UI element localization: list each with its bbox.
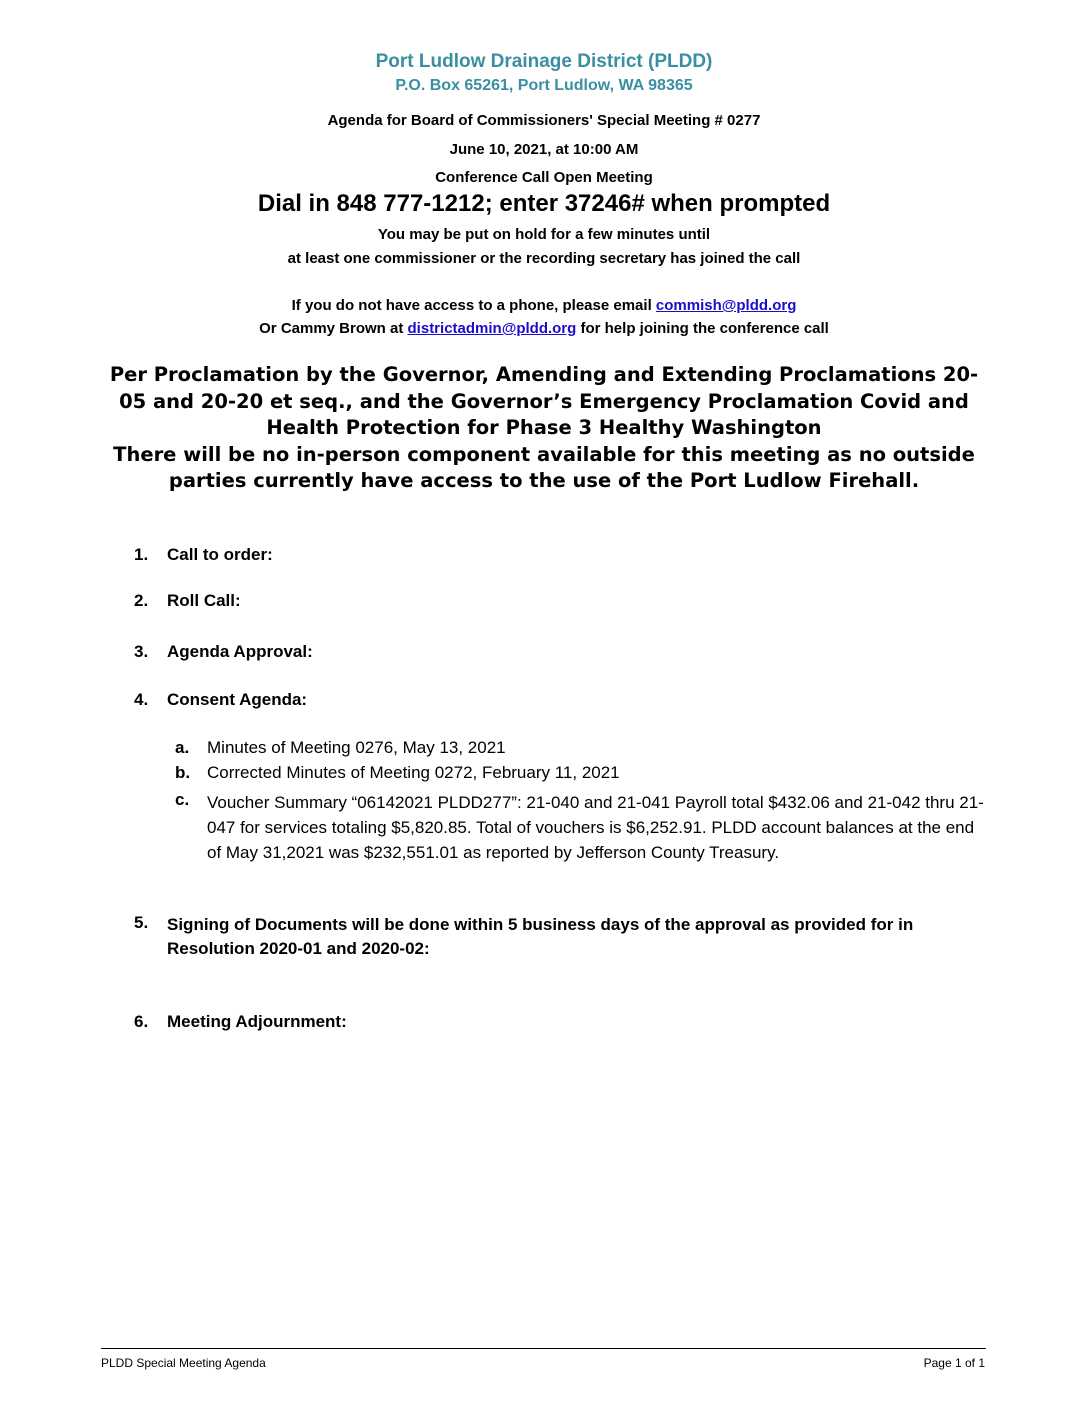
meeting-date-time: June 10, 2021, at 10:00 AM bbox=[449, 141, 639, 158]
contact-line-2 bbox=[0, 320, 1088, 337]
agenda-item-text: Roll Call: bbox=[167, 591, 241, 610]
consent-item-letter: a. bbox=[175, 738, 190, 757]
dial-in-instructions: Dial in 848 777-1212; enter 37246# when prompted bbox=[257, 190, 831, 217]
agenda-item-text: Call to order: bbox=[167, 545, 273, 564]
footer-doc-title: PLDD Special Meeting Agenda bbox=[101, 1356, 266, 1370]
proclamation-line-1: Per Proclamation by the Governor, Amending and Extending Proclamations 20- bbox=[109, 363, 979, 386]
contact-line-1-text: If you do not have access to a phone, please email bbox=[291, 297, 656, 314]
agenda-item-text: Consent Agenda: bbox=[167, 690, 308, 709]
agenda-item-text: Meeting Adjournment: bbox=[167, 1012, 347, 1031]
proclamation-notice bbox=[90, 362, 998, 495]
proclamation-line-3: Health Protection for Phase 3 Healthy Washington bbox=[266, 416, 822, 439]
agenda-item-number: 1. bbox=[134, 545, 149, 564]
consent-item-text: Voucher Summary “06142021 PLDD277”: 21-040 and 21-041 Payroll total $432.06 and 21-042 thru 21-047 for services totaling $5,820.85. Total of vouchers is $6,252.91. PLDD account balances at the end of May 31,2021 was $232,551.01 as reported by Jefferson County Treasury. bbox=[207, 793, 984, 862]
proclamation-line-2: 05 and 20-20 et seq., and the Governor’s Emergency Proclamation Covid and bbox=[119, 389, 969, 413]
footer-page-number: Page 1 of 1 bbox=[923, 1356, 985, 1370]
contact-line-1 bbox=[0, 297, 1088, 314]
org-address: P.O. Box 65261, Port Ludlow, WA 98365 bbox=[395, 77, 693, 94]
agenda-title: Agenda for Board of Commissioners' Special Meeting # 0277 bbox=[327, 112, 761, 129]
proclamation-line-5: parties currently have access to the use of the Port Ludlow Firehall. bbox=[168, 469, 920, 492]
agenda-item-number: 2. bbox=[134, 591, 149, 610]
agenda-item-number: 3. bbox=[134, 642, 149, 661]
consent-item-text: Minutes of Meeting 0276, May 13, 2021 bbox=[207, 738, 506, 757]
consent-item-text: Corrected Minutes of Meeting 0272, February 11, 2021 bbox=[207, 763, 620, 782]
agenda-item-text: Agenda Approval: bbox=[167, 642, 313, 661]
consent-item-letter: b. bbox=[175, 763, 191, 782]
agenda-item-number: 5. bbox=[134, 913, 149, 932]
hold-note-line-1: You may be put on hold for a few minutes until bbox=[377, 226, 711, 243]
meeting-type: Conference Call Open Meeting bbox=[435, 169, 653, 186]
footer-divider bbox=[101, 1348, 986, 1349]
org-name: Port Ludlow Drainage District (PLDD) bbox=[375, 51, 713, 72]
contact-line-2-suffix: for help joining the conference call bbox=[576, 320, 829, 337]
consent-item-letter: c. bbox=[175, 790, 190, 809]
agenda-item-signing-documents: Signing of Documents will be done within 5 business days of the approval as provided for in Resolution 2020-01 and 2020-02: bbox=[167, 915, 914, 958]
districtadmin-email-link[interactable]: districtadmin@pldd.org bbox=[407, 320, 577, 337]
agenda-item-number: 4. bbox=[134, 690, 149, 709]
commish-email-link[interactable]: commish@pldd.org bbox=[655, 297, 797, 314]
proclamation-line-4: There will be no in-person component available for this meeting as no outside bbox=[113, 442, 975, 466]
hold-note-line-2: at least one commissioner or the recording secretary has joined the call bbox=[287, 250, 801, 267]
contact-line-2-prefix: Or Cammy Brown at bbox=[259, 320, 408, 337]
agenda-item-number: 6. bbox=[134, 1012, 149, 1031]
